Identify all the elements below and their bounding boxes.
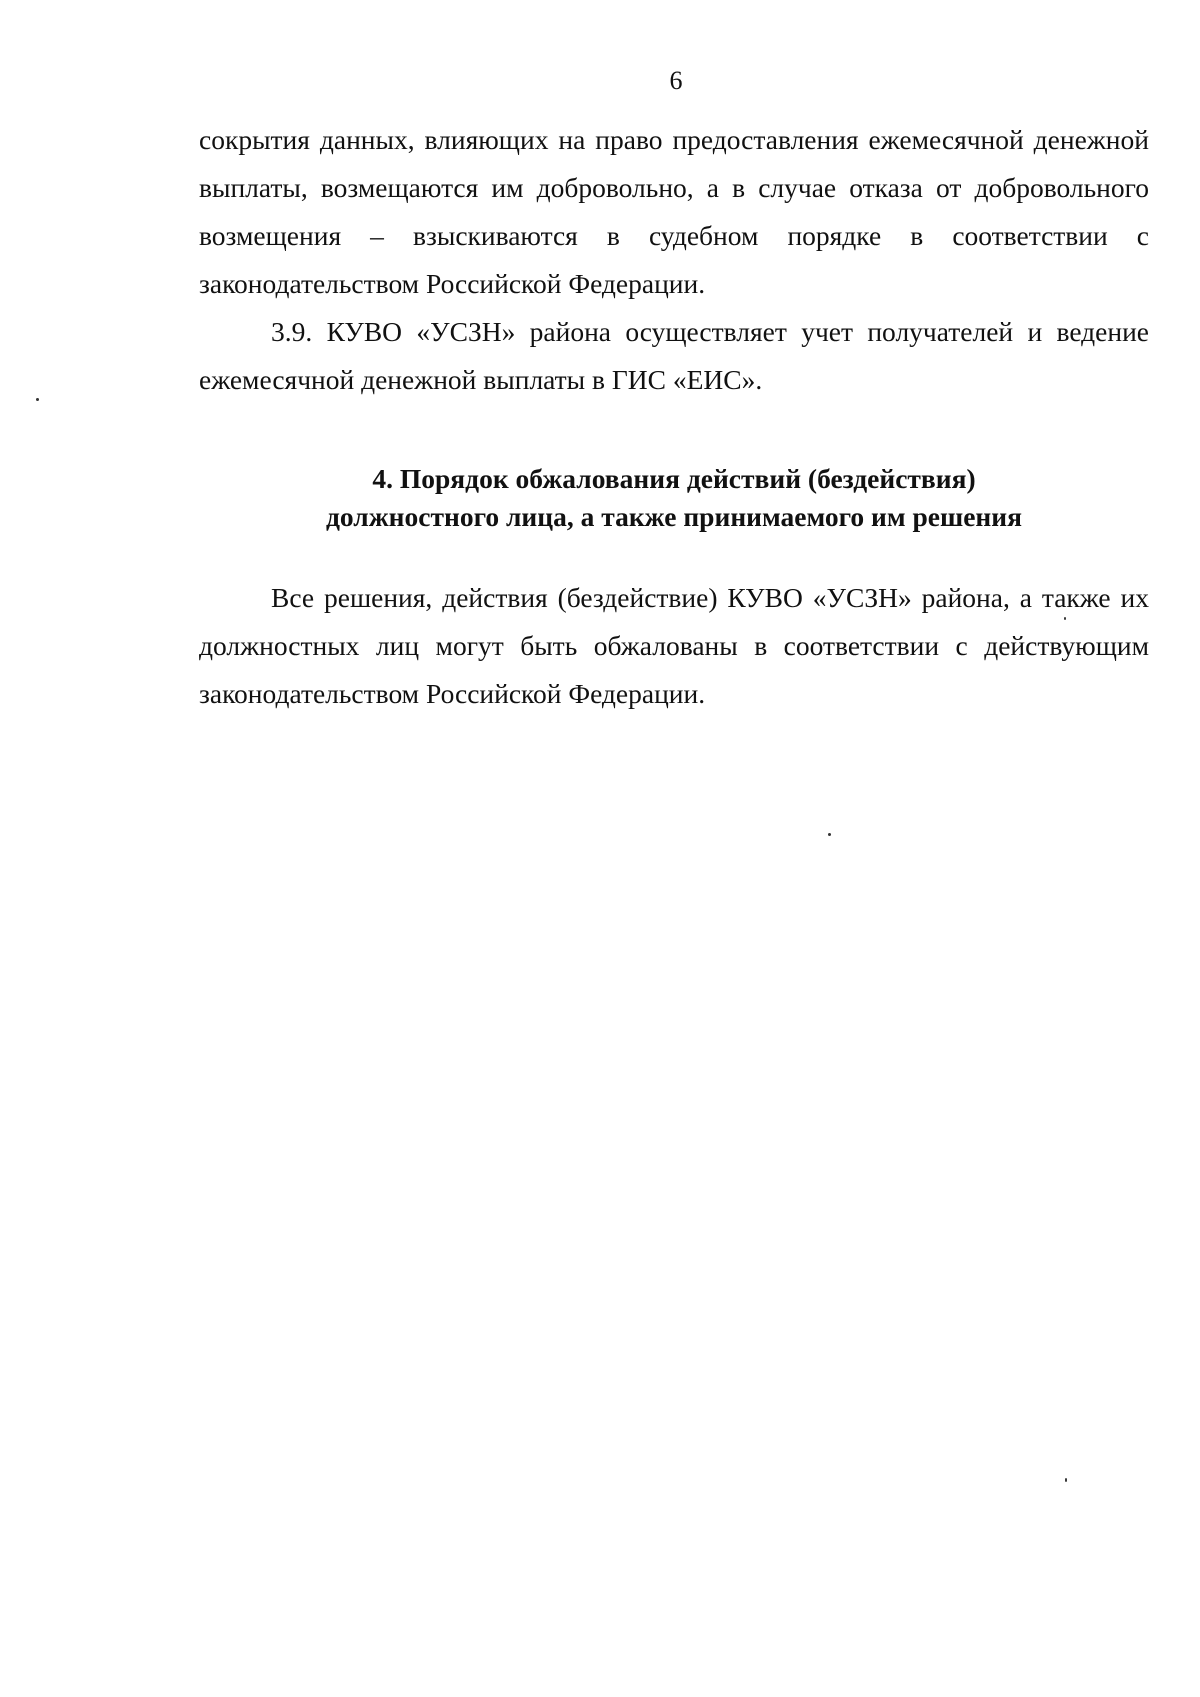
scan-speck [1064,617,1066,620]
section-4-heading-line-2: должностного лица, а также принимаемого им решения [326,501,1022,532]
paragraph-appeal: Все решения, действия (бездействие) КУВО «УСЗН» района, а также их должностных лиц могут быть обжалованы в соответствии с действующим законодательством Российской Федерации. [199,582,1149,709]
section-4-text [199,574,1149,718]
section-4-heading [199,460,1149,536]
scan-speck [828,833,831,836]
section-3-text [199,116,1149,404]
scan-speck [36,398,39,401]
page-number: 6 [669,66,683,95]
section-4-heading-line-1: 4. Порядок обжалования действий (бездействия) [372,463,976,494]
paragraph-3-9: 3.9. КУВО «УСЗН» района осуществляет учет получателей и ведение ежемесячной денежной выплаты в ГИС «ЕИС». [199,316,1149,395]
paragraph-continuation: сокрытия данных, влияющих на право предоставления ежемесячной денежной выплаты, возмещаются им добровольно, а в случае отказа от добровольного возмещения – взыскиваются в судебном порядке в соответствии с законодательством Российской Федерации. [199,124,1149,299]
scan-speck [1065,1478,1067,1482]
